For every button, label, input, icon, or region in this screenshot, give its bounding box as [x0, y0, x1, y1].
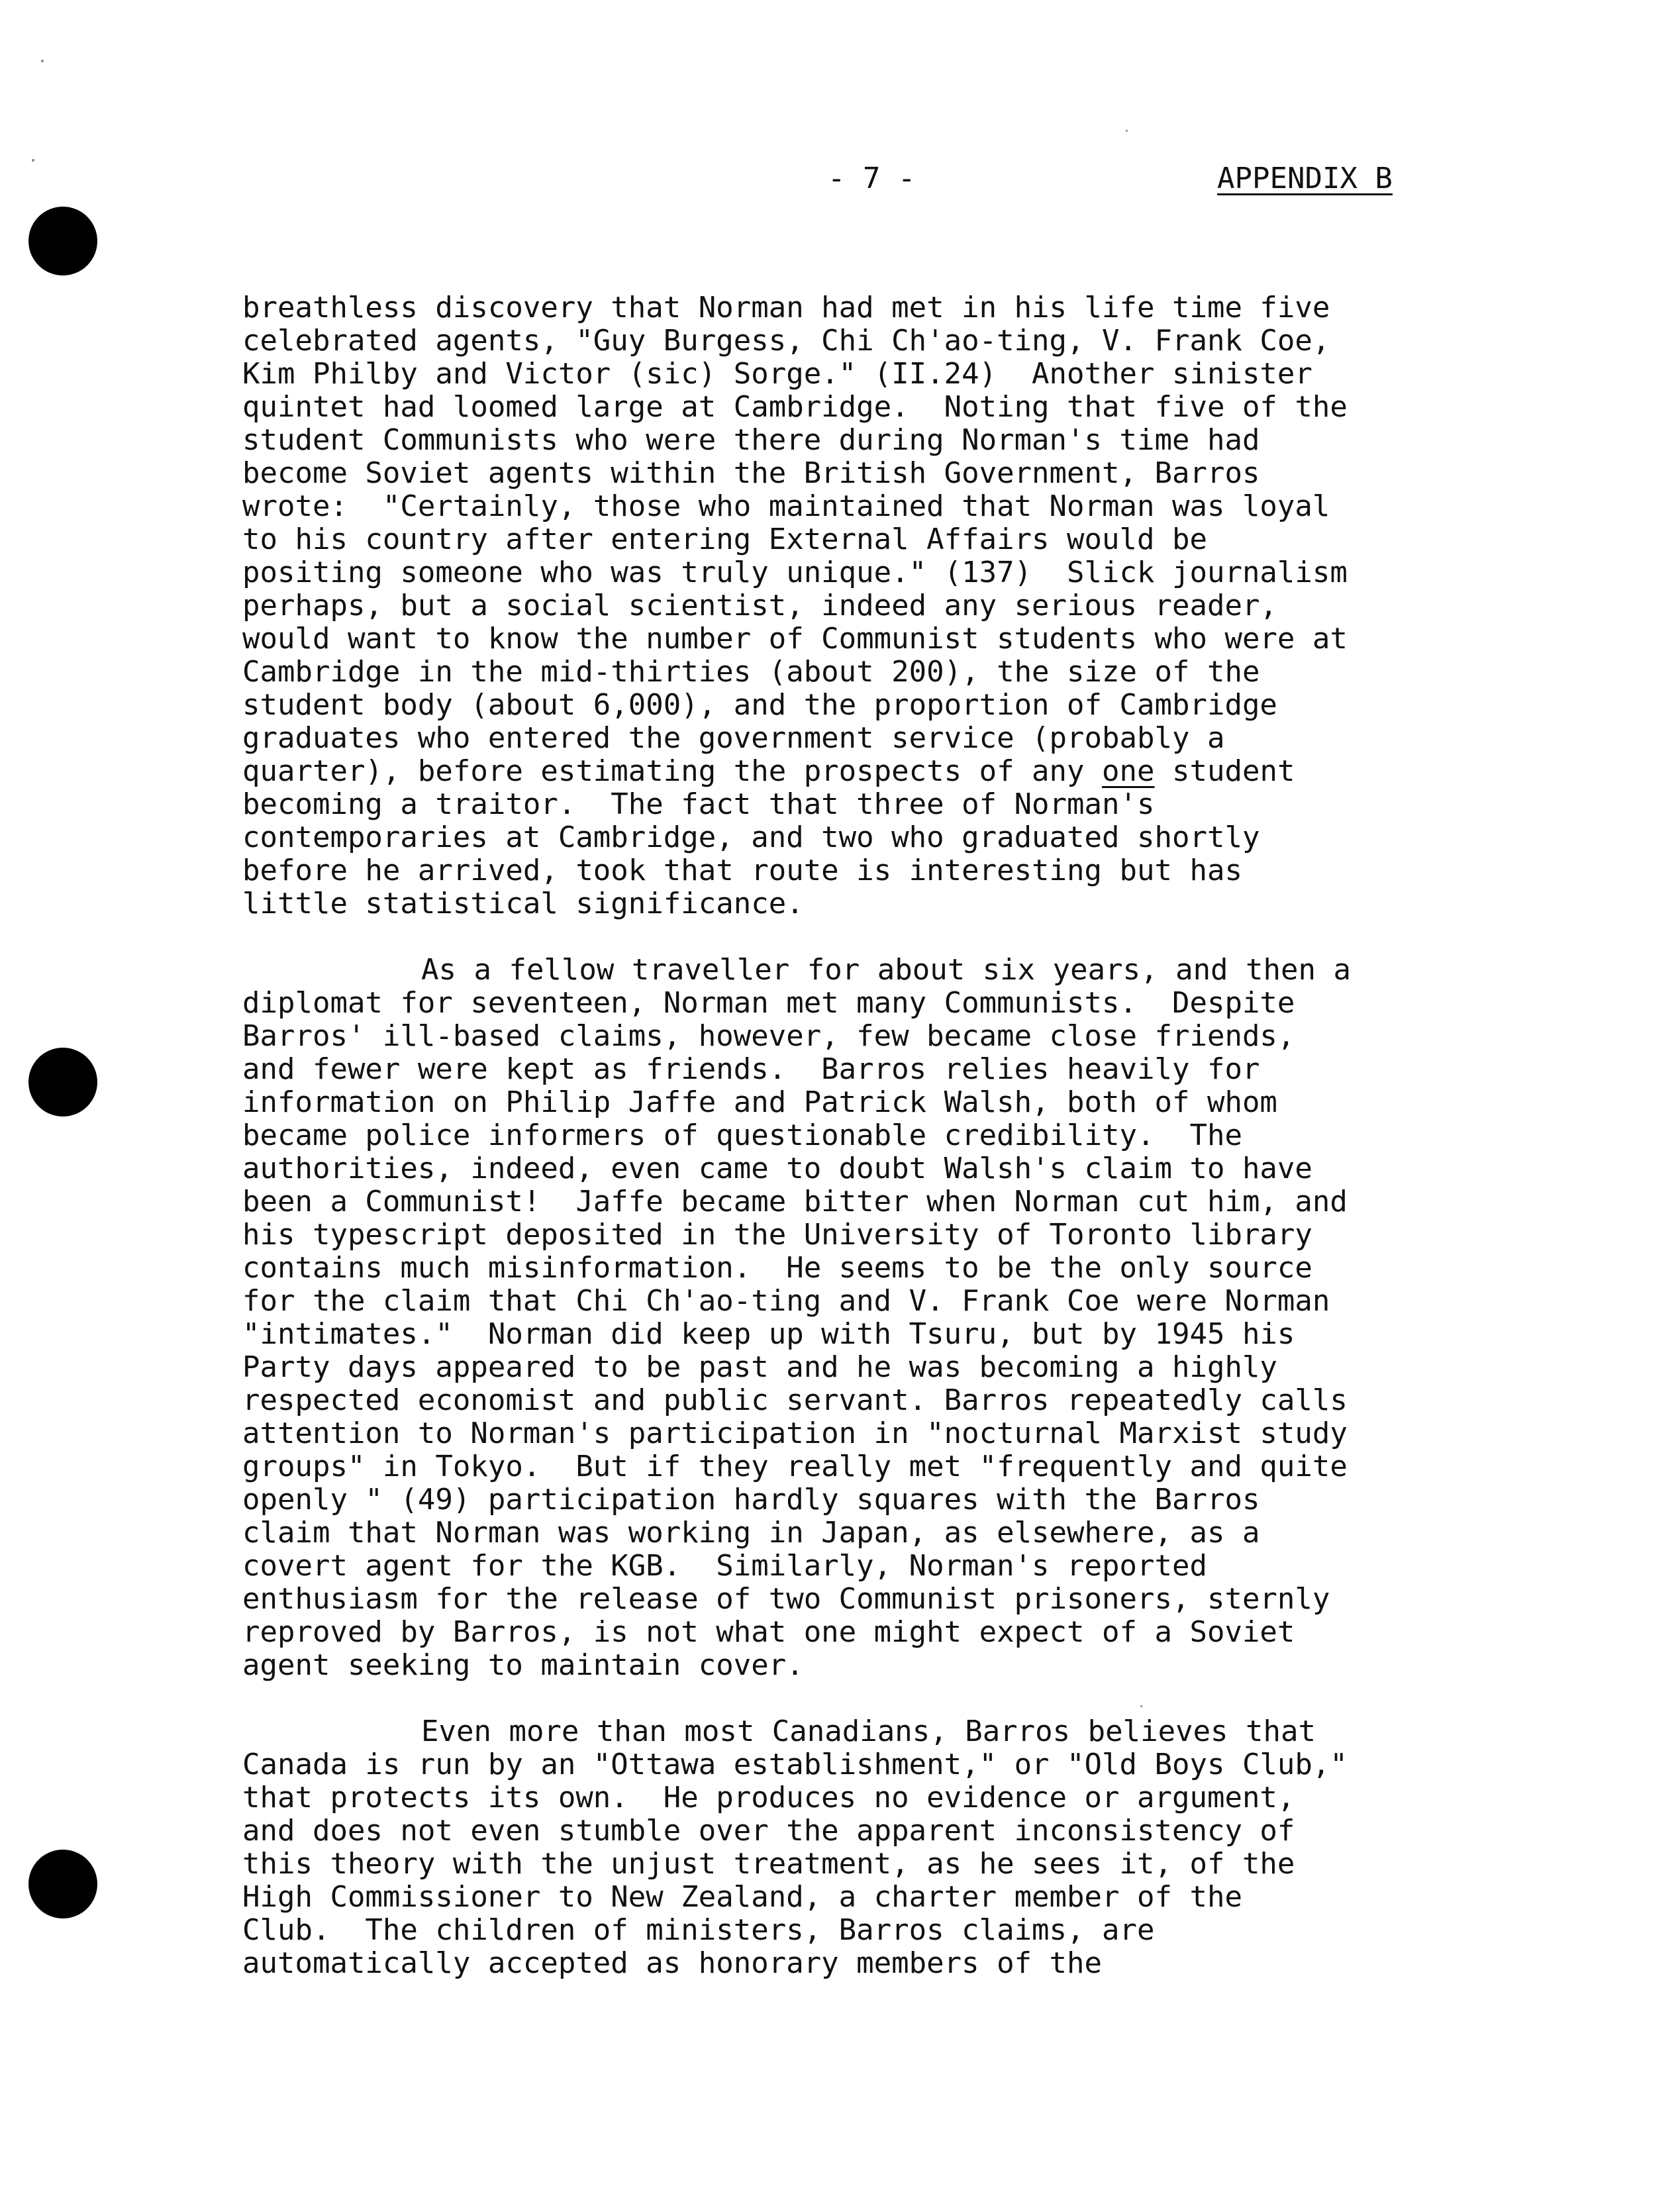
text-line	[242, 1517, 1540, 1550]
line-text: breathless discovery that Norman had met in his life time five	[242, 291, 1330, 324]
text-line	[242, 1748, 1540, 1781]
text-line	[242, 1053, 1540, 1086]
text-line	[242, 523, 1540, 556]
line-text: attention to Norman's participation in "nocturnal Marxist study	[242, 1417, 1348, 1450]
text-line	[242, 1351, 1540, 1384]
text-line	[242, 954, 1540, 987]
line-text: that protects its own. He produces no evidence or argument,	[242, 1781, 1295, 1815]
line-text: his typescript deposited in the University of Toronto library	[242, 1218, 1312, 1252]
line-text: Club. The children of ministers, Barros claims, are	[242, 1913, 1155, 1947]
line-text: information on Philip Jaffe and Patrick Walsh, both of whom	[242, 1085, 1277, 1119]
line-text: Even more than most Canadians, Barros believes that	[421, 1715, 1316, 1748]
line-text: covert agent for the KGB. Similarly, Norman's reported	[242, 1549, 1207, 1583]
text-line	[242, 358, 1540, 391]
line-text: celebrated agents, "Guy Burgess, Chi Ch'ao-ting, V. Frank Coe,	[242, 324, 1330, 358]
text-line	[242, 1086, 1540, 1119]
text-line	[242, 1616, 1540, 1649]
line-text: became police informers of questionable credibility. The	[242, 1119, 1242, 1152]
text-line	[242, 1450, 1540, 1483]
text-line	[242, 391, 1540, 424]
line-text: Barros' ill-based claims, however, few became close friends,	[242, 1019, 1295, 1053]
text-line	[242, 1715, 1540, 1748]
text-line	[242, 755, 1540, 788]
text-line	[242, 1881, 1540, 1914]
punch-hole-bottom	[28, 1850, 97, 1918]
line-text: High Commissioner to New Zealand, a charter member of the	[242, 1880, 1242, 1914]
line-text: becoming a traitor. The fact that three of Norman's	[242, 787, 1155, 821]
punch-hole-middle	[28, 1048, 97, 1117]
text-line	[242, 1649, 1540, 1682]
scan-speck	[41, 60, 44, 62]
line-text: Kim Philby and Victor (sic) Sorge." (II.24) Another sinister	[242, 357, 1312, 391]
page-header	[0, 159, 1680, 199]
line-text: become Soviet agents within the British Government, Barros	[242, 456, 1260, 490]
line-text: and fewer were kept as friends. Barros relies heavily for	[242, 1052, 1260, 1086]
line-text: "intimates." Norman did keep up with Tsuru, but by 1945 his	[242, 1317, 1295, 1351]
paragraph	[242, 1715, 1540, 1980]
line-text: enthusiasm for the release of two Communist prisoners, sternly	[242, 1582, 1330, 1616]
line-text: As a fellow traveller for about six years, and then a	[421, 953, 1351, 987]
line-text: Cambridge in the mid-thirties (about 200), the size of the	[242, 655, 1260, 689]
line-text: little statistical significance.	[242, 887, 804, 920]
text-line	[242, 1318, 1540, 1351]
text-line	[242, 291, 1540, 324]
text-line	[242, 490, 1540, 523]
text-line	[242, 1152, 1540, 1185]
text-line	[242, 556, 1540, 589]
paragraph	[242, 291, 1540, 920]
text-line	[242, 1848, 1540, 1881]
text-line	[242, 1550, 1540, 1583]
text-line	[242, 1583, 1540, 1616]
appendix-label: APPENDIX B	[1217, 162, 1393, 195]
text-line	[242, 457, 1540, 490]
text-line	[242, 887, 1540, 920]
line-text: reproved by Barros, is not what one might expect of a Soviet	[242, 1615, 1295, 1649]
text-line	[242, 589, 1540, 622]
text-line	[242, 987, 1540, 1020]
punch-hole-top	[28, 207, 97, 275]
line-text: perhaps, but a social scientist, indeed any serious reader,	[242, 589, 1277, 622]
text-line	[242, 1417, 1540, 1450]
line-text: Party days appeared to be past and he was becoming a highly	[242, 1350, 1277, 1384]
paragraph	[242, 954, 1540, 1682]
line-text: positing someone who was truly unique." (137) Slick journalism	[242, 556, 1348, 589]
line-text: for the claim that Chi Ch'ao-ting and V. Frank Coe were Norman	[242, 1284, 1330, 1318]
line-text: wrote: "Certainly, those who maintained that Norman was loyal	[242, 489, 1330, 523]
line-text: student body (about 6,000), and the proportion of Cambridge	[242, 688, 1277, 722]
text-line	[242, 1781, 1540, 1815]
text-line	[242, 722, 1540, 755]
text-line	[242, 1483, 1540, 1517]
text-line	[242, 821, 1540, 854]
line-text: agent seeking to maintain cover.	[242, 1648, 804, 1682]
text-line	[242, 1218, 1540, 1252]
text-line	[242, 1815, 1540, 1848]
scan-speck	[1126, 130, 1128, 132]
line-text: Canada is run by an "Ottawa establishment," or "Old Boys Club,"	[242, 1748, 1348, 1781]
line-text: diplomat for seventeen, Norman met many Communists. Despite	[242, 986, 1295, 1020]
text-line	[242, 424, 1540, 457]
underlined-word: one	[1102, 754, 1155, 788]
text-line	[242, 1947, 1540, 1980]
line-text: quarter), before estimating the prospects of any	[242, 754, 1103, 788]
page-number: - 7 -	[828, 162, 916, 195]
line-text: student	[1154, 754, 1295, 788]
line-text: student Communists who were there during Norman's time had	[242, 423, 1260, 457]
line-text: openly " (49) participation hardly squares with the Barros	[242, 1483, 1260, 1517]
text-line	[242, 324, 1540, 358]
line-text: and does not even stumble over the apparent inconsistency of	[242, 1814, 1295, 1848]
line-text: would want to know the number of Communist students who were at	[242, 622, 1348, 656]
line-text: this theory with the unjust treatment, as he sees it, of the	[242, 1847, 1295, 1881]
line-text: to his country after entering External Affairs would be	[242, 522, 1207, 556]
text-line	[242, 1285, 1540, 1318]
line-text: automatically accepted as honorary members of the	[242, 1946, 1103, 1980]
line-text: respected economist and public servant. Barros repeatedly calls	[242, 1383, 1348, 1417]
text-line	[242, 1020, 1540, 1053]
line-text: claim that Norman was working in Japan, as elsewhere, as a	[242, 1516, 1260, 1550]
line-text: authorities, indeed, even came to doubt Walsh's claim to have	[242, 1152, 1312, 1185]
text-line	[242, 1252, 1540, 1285]
text-line	[242, 622, 1540, 656]
line-text: been a Communist! Jaffe became bitter when Norman cut him, and	[242, 1185, 1348, 1218]
text-line	[242, 1384, 1540, 1417]
text-line	[242, 689, 1540, 722]
text-line	[242, 656, 1540, 689]
text-line	[242, 854, 1540, 887]
text-line	[242, 1119, 1540, 1152]
line-text: groups" in Tokyo. But if they really met "frequently and quite	[242, 1450, 1348, 1483]
line-text: graduates who entered the government service (probably a	[242, 721, 1225, 755]
document-body	[242, 291, 1540, 2013]
line-text: before he arrived, took that route is interesting but has	[242, 854, 1242, 887]
text-line	[242, 1185, 1540, 1218]
text-line	[242, 788, 1540, 821]
line-text: quintet had loomed large at Cambridge. Noting that five of the	[242, 390, 1348, 424]
line-text: contains much misinformation. He seems to be the only source	[242, 1251, 1312, 1285]
text-line	[242, 1914, 1540, 1947]
line-text: contemporaries at Cambridge, and two who graduated shortly	[242, 820, 1260, 854]
